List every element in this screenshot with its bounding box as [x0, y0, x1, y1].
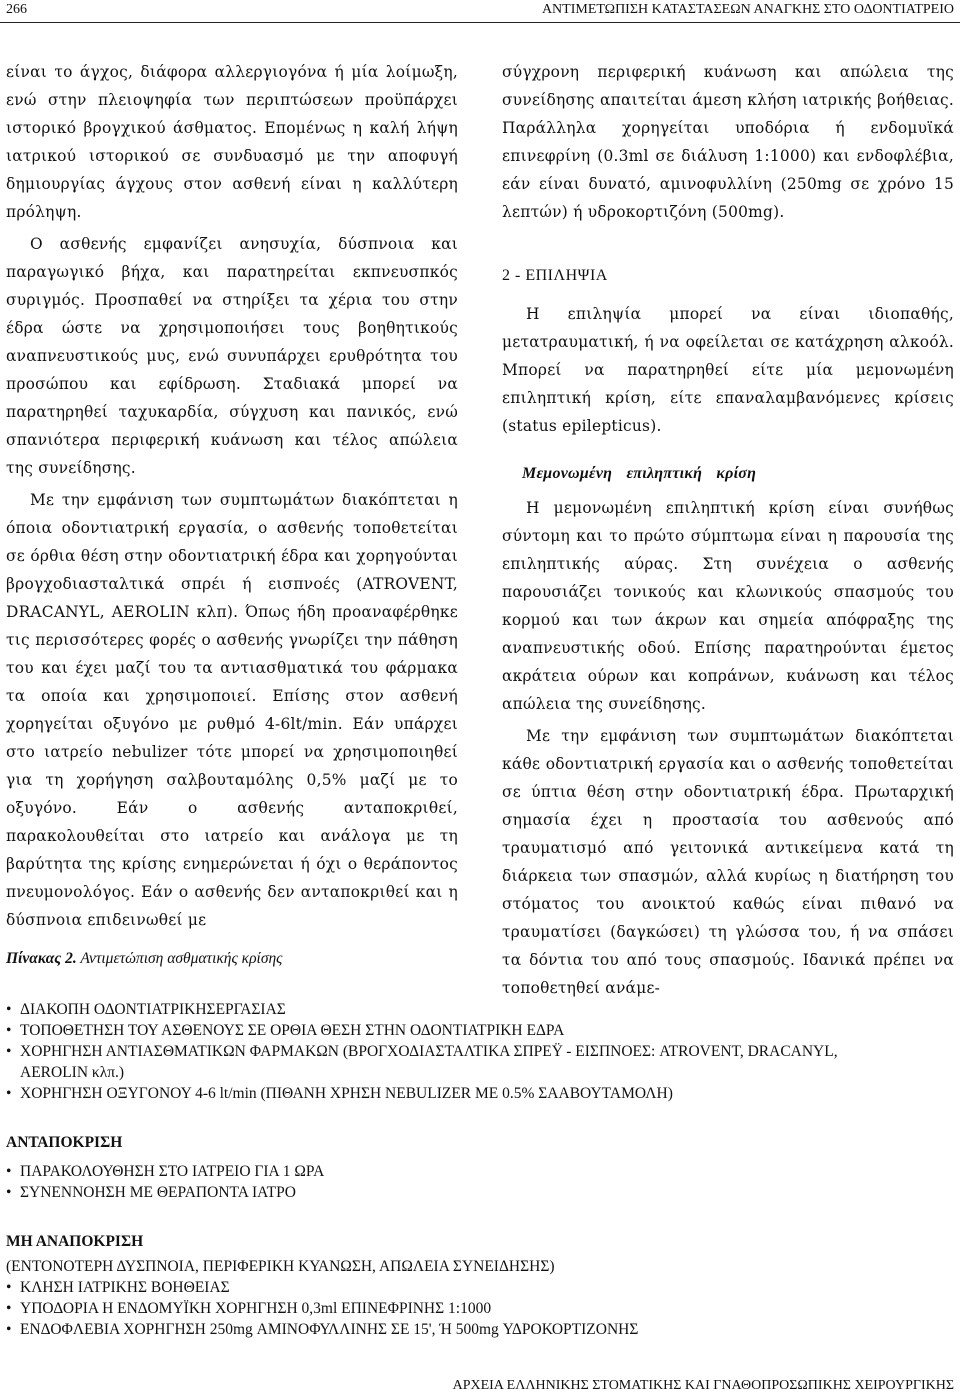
- running-header: [0, 0, 960, 23]
- page-number: 266: [6, 2, 27, 17]
- left-paragraph-3: Με την εμφάνιση των συμπτωμάτων διακόπτεται η όποια οδοντιατρική εργασία, ο ασθενής τοποθετείται σε όρθια θέση στην οδοντιατρική έδρα και χορηγούνται βρογχοδιασταλτικά σπρέι ή εισπνοές (ATROVENT, DRACANYL, AEROLIN κλπ). Όπως ήδη προαναφέρθηκε τις περισσότερες φορές ο ασθενής γνωρίζει την πάθηση του και έχει μαζί του τα αντιασθματικά του φάρμακα τα οποία και χρησιμοποιεί. Επίσης στον ασθενή χορηγείται οξυγόνο με ρυθμό 4-6lt/min. Εάν υπάρχει στο ιατρείο nebulizer τότε μπορεί να χρησιμοποιηθεί για τη χορήγηση σαλβουταμόλης 0,5% μαζί με το οξυγόνο. Εάν ο ασθενής ανταποκριθεί, παρακολουθείται στο ιατρείο και ανάλογα με τη βαρύτητα της κρίσης ενημερώνεται ή όχι ο θεράποντος πνευμονολόγος. Εάν ο ασθενής δεν ανταποκριθεί και η δύσπνοια επιδεινωθεί με: [6, 491, 458, 929]
- right-paragraph-3: Η μεμονωμένη επιληπτική κρίση είναι συνήθως σύντομη και το πρώτο σύμπτωμα είναι η παρουσία της επιληπτικής αύρας. Στη συνέχεια ο ασθενής παρουσιάζει τονικούς και κλωνικούς σπασμούς του κορμού και των άκρων και σημεία απόφραξης της αναπνευστικής οδού. Επίσης παρατηρούνται έμετος ακράτεια ούρων και κοπράνων, κυάνωση και τέλος απώλεια της συνείδησης.: [502, 499, 954, 713]
- list-item: • ΧΟΡΗΓΗΣΗ ΑΝΤΙΑΣΘΜΑΤΙΚΩΝ ΦΑΡΜΑΚΩΝ (ΒΡΟΓΧΟΔΙΑΣΤΑΛΤΙΚΑ ΣΠΡΕΫ - ΕΙΣΠΝΟΕΣ: ATROVENT, DRACANYL, AEROLIN κλπ.): [6, 1041, 946, 1083]
- no-response-title: ΜΗ ΑΝΑΠΟΚΡΙΣΗ: [6, 1233, 144, 1250]
- list-item: • ΥΠΟΔΟΡΙΑ Η ΕΝΔΟΜΥΪΚΗ ΧΟΡΗΓΗΣΗ 0,3ml ΕΠΙΝΕΦΡΙΝΗΣ 1:1000: [6, 1298, 946, 1319]
- table-caption-text: Αντιμετώπιση ασθματικής κρίσης: [80, 950, 283, 967]
- table-caption-label: Πίνακας 2.: [6, 950, 77, 967]
- table-2: [6, 948, 946, 1340]
- journal-footer: ΑΡΧΕΙΑ ΕΛΛΗΝΙΚΗΣ ΣΤΟΜΑΤΙΚΗΣ ΚΑΙ ΓΝΑΘΟΠΡΟΣΩΠΙΚΗΣ ΧΕΙΡΟΥΡΓΙΚΗΣ: [452, 1378, 954, 1393]
- table-caption: [6, 948, 946, 969]
- left-paragraph-2: Ο ασθενής εμφανίζει ανησυχία, δύσπνοια και παραγωγικό βήχα, και παρατηρείται εκπνευσπκός συριγμός. Προσπαθεί να στηρίξει τα χέρια του στην έδρα ώστε να χρησιμοποιήσει τους βοηθητικούς αναπνευστικούς μυς, ενώ συνυπάρχει ερυθρότητα του προσώπου και εφίδρωση. Σταδιακά μπορεί να παρατηρηθεί ταχυκαρδία, σύγχυση και πανικός, ενώ σπανιότερα περιφερική κυάνωση και τέλος απώλεια της συνείδησης.: [6, 235, 458, 477]
- list-item: • ΧΟΡΗΓΗΣΗ ΟΞΥΓΟΝΟΥ 4-6 lt/min (ΠΙΘΑΝΗ ΧΡΗΣΗ NEBULIZER ΜΕ 0.5% ΣΑΑΒΟΥΤΑΜΟΛΗ): [6, 1083, 946, 1104]
- right-paragraph-2: Η επιληψία μπορεί να είναι ιδιοπαθής, μετατραυματική, ή να οφείλεται σε κατάχρηση αλκοόλ. Μπορεί να παρατηρηθεί είτε μία μεμονωμένη επιληπτική κρίση, είτε επαναλαμβανόμενες κρίσεις (status epilepticus).: [502, 305, 954, 435]
- right-paragraph-1: σύγχρονη περιφερική κυάνωση και απώλεια της συνείδησης απαιτείται άμεση κλήση ιατρικής βοήθειας. Παράλληλα χορηγείται υποδόρια ή ενδομυϊκά επινεφρίνη (0.3ml σε διάλυση 1:1000) και ενδοφλέβια, εάν είναι δυνατό, αμινοφυλλίνη (250mg σε χρόνο 15 λεπτών) ή υδροκορτιζόνη (500mg).: [502, 63, 954, 221]
- running-title: ΑΝΤΙΜΕΤΩΠΙΣΗ ΚΑΤΑΣΤΑΣΕΩΝ ΑΝΑΓΚΗΣ ΣΤΟ ΟΔΟΝΤΙΑΤΡΕΙΟ: [541, 2, 954, 17]
- left-column: [6, 58, 458, 934]
- list-item: • ΕΝΔΟΦΛΕΒΙΑ ΧΟΡΗΓΗΣΗ 250mg ΑΜΙΝΟΦΥΛΛΙΝΗΣ ΣΕ 15', Ή 500mg ΥΔΡΟΚΟΡΤΙΖΟΝΗΣ: [6, 1319, 946, 1340]
- right-paragraph-4: Με την εμφάνιση των συμπτωμάτων διακόπτεται κάθε οδοντιατρική εργασία και ο ασθενής τοποθετείται σε ύπτια θέση στην οδοντιατρική έδρα. Πρωταρχική σημασία έχει η προστασία του ασθενούς από τραυματισμό από γειτονικά αντικείμενα κατά τη διάρκεια των σπασμών, αλλά κυρίως η διατήρηση του στόματος του ανοικτού καθώς είναι πιθανό να τραυματίσει (δαγκώσει) τη γλώσσα του, ή να σπάσει τα δόντια του από τους σπασμούς. Ιδανικά πρέπει να τοποθετηθεί ανάμε-: [502, 727, 954, 997]
- list-item: • ΠΑΡΑΚΟΛΟΥΘΗΣΗ ΣΤΟ ΙΑΤΡΕΙΟ ΓΙΑ 1 ΩΡΑ: [6, 1161, 946, 1182]
- no-response-list: [6, 1277, 946, 1340]
- no-response-note: (ΕΝΤΟΝΟΤΕΡΗ ΔΥΣΠΝΟΙΑ, ΠΕΡΙΦΕΡΙΚΗ ΚΥΑΝΩΣΗ, ΑΠΩΛΕΙΑ ΣΥΝΕΙΔΗΣΗΣ): [6, 1258, 555, 1275]
- list-item: • ΣΥΝΕΝΝΟΗΣΗ ΜΕ ΘΕΡΑΠΟΝΤΑ ΙΑΤΡΟ: [6, 1182, 946, 1203]
- left-paragraph-1: είναι το άγχος, διάφορα αλλεργιογόνα ή μία λοίμωξη, ενώ στην πλειοψηφία των περιπτώσεων προϋπάρχει ιστορικό βρογχικού άσθματος. Επομένως η καλή λήψη ιατρικού ιστορικού σε συνδυασμό με την αποφυγή δημιουργίας άγχους στον ασθενή είναι η καλλύτερη πρόληψη.: [6, 63, 458, 221]
- list-item: • ΚΛΗΣΗ ΙΑΤΡΙΚΗΣ ΒΟΗΘΕΙΑΣ: [6, 1277, 946, 1298]
- response-list: [6, 1161, 946, 1203]
- section-heading-epilepsy: 2 - ΕΠΙΛΗΨΙΑ: [502, 267, 608, 284]
- right-column: [502, 58, 954, 1002]
- sub-heading-single-seizure: Μεμονωμένη επιληπτική κρίση: [522, 465, 757, 482]
- response-title: ΑΝΤΑΠΟΚΡΙΣΗ: [6, 1134, 123, 1151]
- list-item: • ΔΙΑΚΟΠΗ ΟΔΟΝΤΙΑΤΡΙΚΗΣΕΡΓΑΣΙΑΣ: [6, 999, 946, 1020]
- list-item: • ΤΟΠΟΘΕΤΗΣΗ ΤΟΥ ΑΣΘΕΝΟΥΣ ΣΕ ΟΡΘΙΑ ΘΕΣΗ ΣΤΗΝ ΟΔΟΝΤΙΑΤΡΙΚΗ ΕΔΡΑ: [6, 1020, 946, 1041]
- steps-list: [6, 999, 946, 1104]
